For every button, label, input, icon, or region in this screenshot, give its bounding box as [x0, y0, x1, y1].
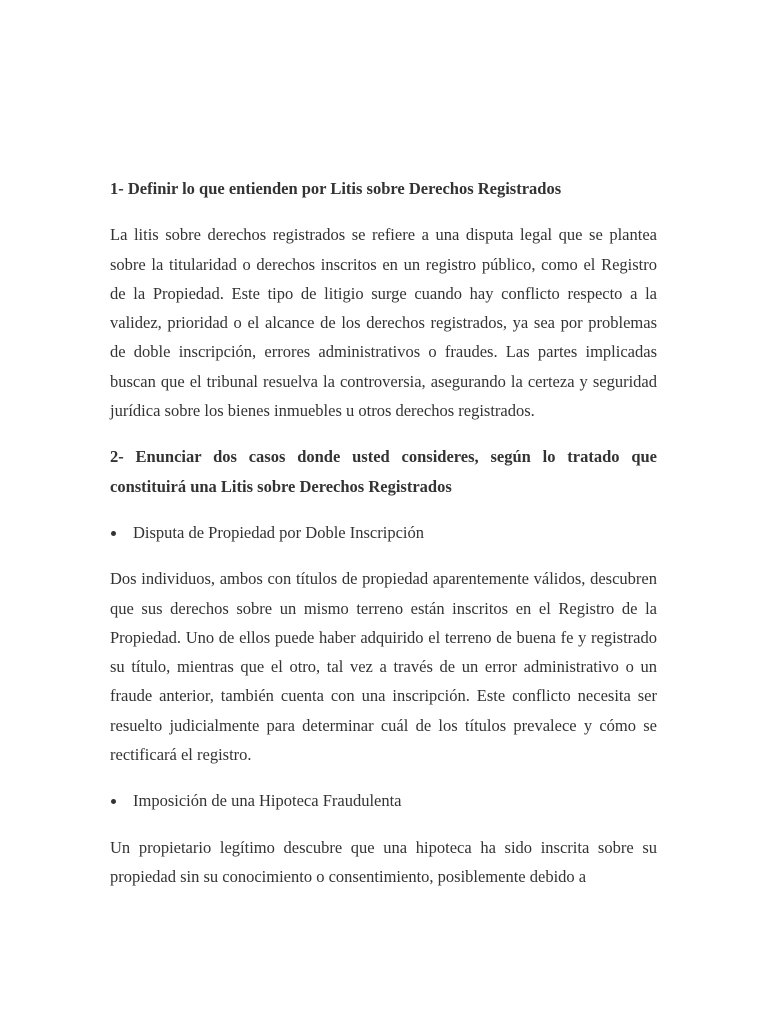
case2-bullet-list	[110, 786, 657, 815]
bullet-icon	[111, 799, 116, 804]
case1-bullet-label: Disputa de Propiedad por Doble Inscripción	[133, 522, 424, 542]
case2-bullet-label: Imposición de una Hipoteca Fraudulenta	[133, 791, 402, 811]
section2-heading: 2- Enunciar dos casos donde usted consideres, según lo tratado que constituirá una Litis sobre Derechos Registrados	[110, 447, 657, 496]
case1-paragraph: Dos individuos, ambos con títulos de propiedad aparentemente válidos, descubren que sus derechos sobre un mismo terreno están inscritos en el Registro de la Propiedad. Uno de ellos puede haber adquirido el terreno de buena fe y registrado su título, mientras que el otro, tal vez a través de un error administrativo o un fraude anterior, también cuenta con una inscripción. Este conflicto necesita ser resuelto judicialmente para determinar cuál de los títulos prevalece y cómo se rectificará el registro.	[110, 569, 657, 765]
section1-heading: 1- Definir lo que entienden por Litis sobre Derechos Registrados	[110, 179, 562, 198]
section1-paragraph: La litis sobre derechos registrados se refiere a una disputa legal que se plantea sobre la titularidad o derechos inscritos en un registro público, como el Registro de la Propiedad. Este tipo de litigio surge cuando hay conflicto respecto a la validez, prioridad o el alcance de los derechos registrados, ya sea por problemas de doble inscripción, errores administrativos o fraudes. Las partes implicadas buscan que el tribunal resuelva la controversia, asegurando la certeza y seguridad jurídica sobre los bienes inmuebles u otros derechos registrados.	[110, 225, 657, 421]
case1-bullet-item	[110, 518, 657, 547]
bullet-icon	[111, 531, 116, 536]
case1-bullet-list	[110, 518, 657, 547]
case2-paragraph: Un propietario legítimo descubre que una hipoteca ha sido inscrita sobre su propiedad sin su conocimiento o consentimiento, posiblemente debido a	[110, 837, 657, 886]
case2-bullet-item	[110, 786, 657, 815]
document-page	[110, 172, 657, 891]
